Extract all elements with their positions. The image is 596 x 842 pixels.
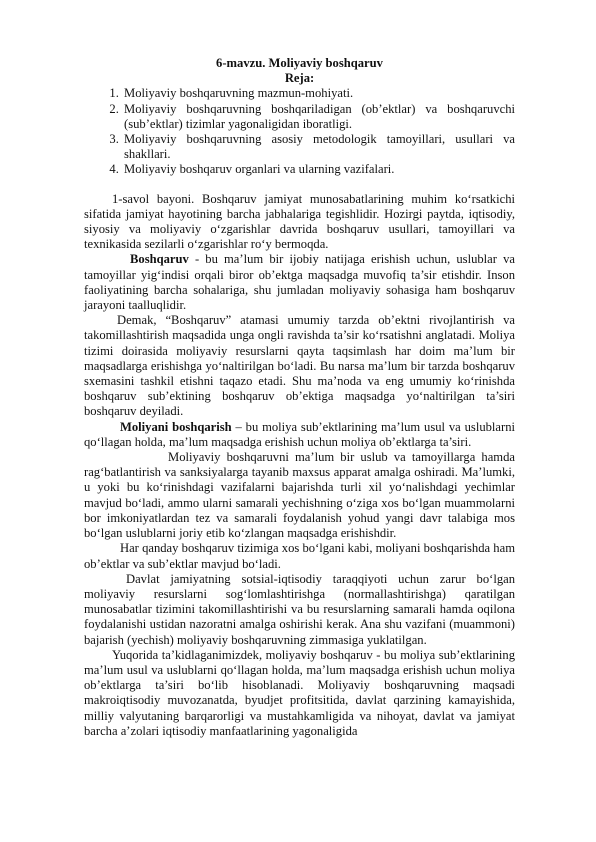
term-bold: Moliyani boshqarish xyxy=(120,419,232,434)
paragraph-text: - bu ma’lum bir ijobiy natijaga erishish uchun, uslublar va tamoyillar yig‘indisi orqali biror ob’ektga maqsadga muvofiq ta’sir etishdir. Inson faoliyatining barcha sohalariga, shu jumladan moliyaviy sohasiga ham boshqaruv jarayoni taalluqlidir. xyxy=(84,252,515,313)
paragraph: Demak, “Boshqaruv” atamasi umumiy tarzda ob’ektni rivojlantirish va takomillashtirish maqsadida unga ongli ravishda ta’sir ko‘rsatishni anglatadi. Moliya tizimi doirasida moliyaviy resurslarni qayta taqsimlash har doim ma’lum bir maqsadlarga erishishga yo‘naltirilgan bo‘ladi. Bu narsa ma’lum bir tarzda boshqaruv sxemasini tashkil etishni taqazo etadi. Shu ma’noda va eng umumiy ko‘rinishda boshqaruv sub’ektining boshqaruv ob’ektiga maqsadga yo‘naltirilgan ta’siri boshqaruv deyiladi. xyxy=(84,313,515,419)
plan-item: 4. Moliyaviy boshqaruv organlari va ularning vazifalari. xyxy=(122,162,515,177)
paragraph: Moliyaviy boshqaruvni ma’lum bir uslub va tamoyillarga hamda rag‘batlantirish va sanksiyalarga tayanib maxsus apparat amalga oshiradi. Ma’lumki, u yoki bu ko‘rinishdagi vazifalarni bajarishda turli xil yo‘nalishdagi yechimlar mavjud bo‘ladi, ammo ularni samarali yechishning o‘ziga xos bo‘lgan muammolarni bor imkoniyatlardan tez va samarali foydalanish yohud yangi davr talabiga mos bo‘lgan uslublarni joriy etib ko‘zlangan maqsadga erishishdir. xyxy=(84,450,515,541)
spacer xyxy=(84,178,515,192)
paragraph xyxy=(84,420,515,450)
plan-item: 3. Moliyaviy boshqaruvning asosiy metodologik tamoyillari, usullari va shakllari. xyxy=(122,132,515,162)
plan-item: 2. Moliyaviy boshqaruvning boshqariladigan (ob’ektlar) va boshqaruvchi (sub’ektlar) tizimlar yagonaligidan iboratligi. xyxy=(122,102,515,132)
paragraph-text: – bu moliya sub’ektlarining ma’lum usul va uslublarni qo‘llagan holda, ma’lum maqsadga erishish uchun moliya ob’ektlarga ta’siri. xyxy=(84,419,515,449)
paragraph: Har qanday boshqaruv tizimiga xos bo‘lgani kabi, moliyani boshqarishda ham ob’ektlar va sub’ektlar mavjud bo‘ladi. xyxy=(84,541,515,571)
plan-list xyxy=(84,86,515,177)
paragraph: Yuqorida ta’kidlaganimizdek, moliyaviy boshqaruv - bu moliya sub’ektlarining ma’lum usul va uslublarni qo‘llagan holda, ma’lum maqsadga erishish uchun moliya ob’ektlarga ta’siri bo‘lib hisoblanadi. Moliyaviy boshqaruvning maqsadi makroiqtisodiy muvozanatda, byudjet profitsitida, davlat qarzining kamayishida, milliy valyutaning barqarorligi va mustahkamligida va nihoyat, davlat va jamiyat barcha a’zolari iqtisodiy manfaatlarining yagonaligida xyxy=(84,647,515,738)
paragraph xyxy=(84,252,515,313)
paragraph: 1-savol bayoni. Boshqaruv jamiyat munosabatlarining muhim ko‘rsatkichi sifatida jamiyat hayotining barcha jabhalariga tegishlidir. Hozirgi paytda, iqtisodiy, siyosiy va moliyaviy o‘zgarishlar davrida boshqaruv usullari, tamoyillari va texnikasida sezilarli o‘zgarishlar ro‘y bermoqda. xyxy=(84,191,515,252)
document-page xyxy=(84,56,515,739)
page-title: 6-mavzu. Moliyaviy boshqaruv xyxy=(216,56,383,70)
plan-item: 1. Moliyaviy boshqaruvning mazmun-mohiyati. xyxy=(122,86,515,101)
paragraph: Davlat jamiyatning sotsial-iqtisodiy taraqqiyoti uchun zarur bo‘lgan moliyaviy resurslarni sog‘lomlashtirishga (normallashtirishga) qaratilgan munosabatlar tizimini takomillashtirishi va bu resurslarning samarali hamda oqilona foydalanishi ustidan nazoratni amalga oshirishi kerak. Ana shu vazifani (muammoni) bajarish (yechish) moliyaviy boshqaruvning zimmasiga yuklatilgan. xyxy=(84,571,515,647)
plan-heading: Reja: xyxy=(284,71,315,86)
term-bold: Boshqaruv xyxy=(130,252,189,267)
